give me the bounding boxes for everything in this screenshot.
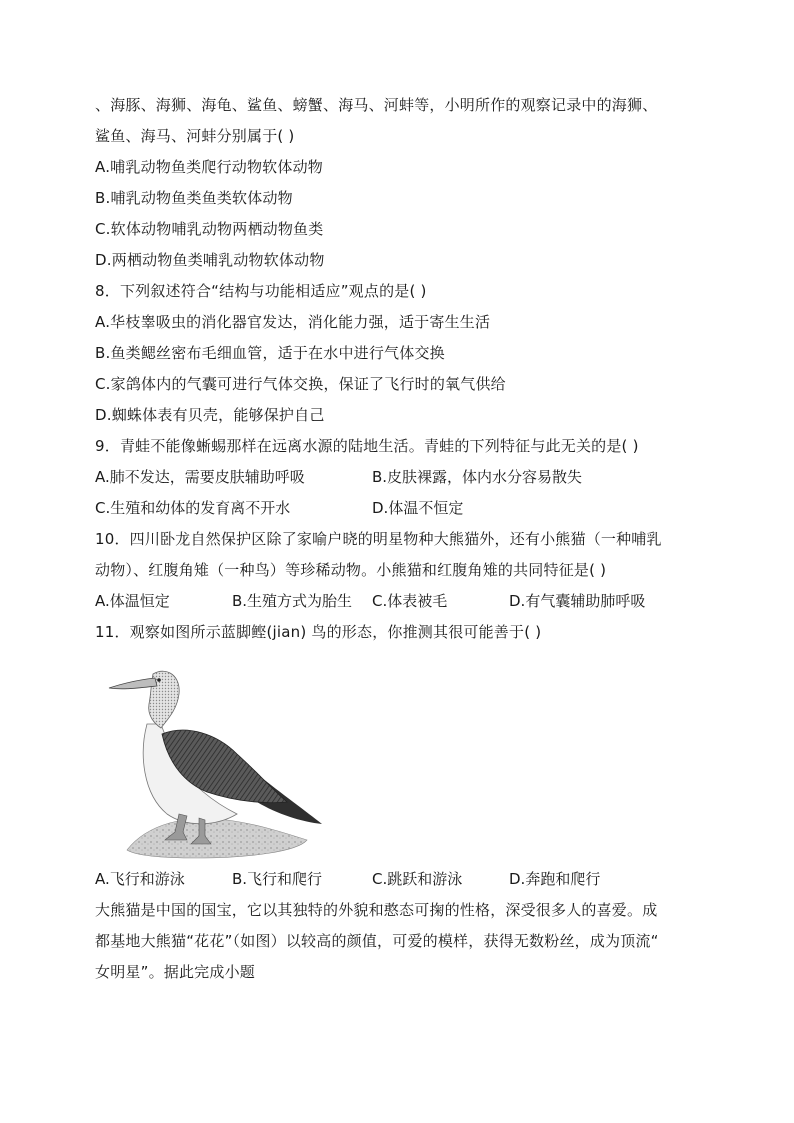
- panda-passage-line-3: 女明星”。据此完成小题: [95, 963, 255, 981]
- question-9-stem: 9．青蛙不能像蜥蜴那样在远离水源的陆地生活。青蛙的下列特征与此无关的是( ): [95, 437, 639, 455]
- question-8-stem: 8．下列叙述符合“结构与功能相适应”观点的是( ): [95, 282, 427, 300]
- question-8-option-b: B.鱼类鳃丝密布毛细血管，适于在水中进行气体交换: [95, 344, 445, 362]
- question-7-option-c: C.软体动物哺乳动物两栖动物鱼类: [95, 220, 324, 238]
- document-page: [95, 90, 705, 988]
- question-7-option-d: D.两栖动物鱼类哺乳动物软体动物: [95, 251, 325, 269]
- question-9-options-row-1: [95, 462, 705, 493]
- booby-illustration: [107, 654, 327, 860]
- question-9-option-a: A.肺不发达，需要皮肤辅助呼吸: [95, 468, 305, 486]
- question-10-option-b: B.生殖方式为胎生: [232, 592, 353, 610]
- question-7-option-b: B.哺乳动物鱼类鱼类软体动物: [95, 189, 293, 207]
- question-10-option-c: C.体表被毛: [372, 592, 448, 610]
- question-9-option-d: D.体温不恒定: [372, 499, 464, 517]
- question-9-options-row-2: [95, 493, 705, 524]
- question-7-stem-line-1: 、海豚、海狮、海龟、鲨鱼、螃蟹、海马、河蚌等，小明所作的观察记录中的海狮、: [95, 96, 658, 114]
- question-10-option-a: A.体温恒定: [95, 592, 170, 610]
- question-10-options-row: [95, 586, 705, 617]
- panda-passage-line-2: 都基地大熊猫“花花”（如图）以较高的颜值，可爱的模样，获得无数粉丝，成为顶流“: [95, 932, 659, 950]
- question-11-options-row: [95, 864, 705, 895]
- question-11-stem: 11．观察如图所示蓝脚鲣(jian) 鸟的形态，你推测其很可能善于( ): [95, 623, 542, 641]
- question-7-option-a: A.哺乳动物鱼类爬行动物软体动物: [95, 158, 323, 176]
- question-11-option-c: C.跳跃和游泳: [372, 870, 463, 888]
- blue-footed-booby-figure: [95, 648, 705, 864]
- question-10-option-d: D.有气囊辅助肺呼吸: [509, 592, 646, 610]
- panda-passage-line-1: 大熊猫是中国的国宝，它以其独特的外貌和憨态可掬的性格，深受很多人的喜爱。成: [95, 901, 658, 919]
- question-11-option-a: A.飞行和游泳: [95, 870, 185, 888]
- question-11-option-b: B.飞行和爬行: [232, 870, 323, 888]
- question-9-option-b: B.皮肤裸露，体内水分容易散失: [372, 468, 583, 486]
- question-10-stem-line-2: 动物）、红腹角雉（一种鸟）等珍稀动物。小熊猫和红腹角雉的共同特征是( ): [95, 561, 607, 579]
- question-9-option-c: C.生殖和幼体的发育离不开水: [95, 499, 291, 517]
- question-10-stem-line-1: 10．四川卧龙自然保护区除了家喻户晓的明星物种大熊猫外，还有小熊猫（一种哺乳: [95, 530, 662, 548]
- question-8-option-a: A.华枝睾吸虫的消化器官发达，消化能力强，适于寄生生活: [95, 313, 491, 331]
- question-11-option-d: D.奔跑和爬行: [509, 870, 601, 888]
- question-8-option-c: C.家鸽体内的气囊可进行气体交换，保证了飞行时的氧气供给: [95, 375, 506, 393]
- question-8-option-d: D.蜘蛛体表有贝壳，能够保护自己: [95, 406, 325, 424]
- question-7-stem-line-2: 鲨鱼、海马、河蚌分别属于( ): [95, 127, 295, 145]
